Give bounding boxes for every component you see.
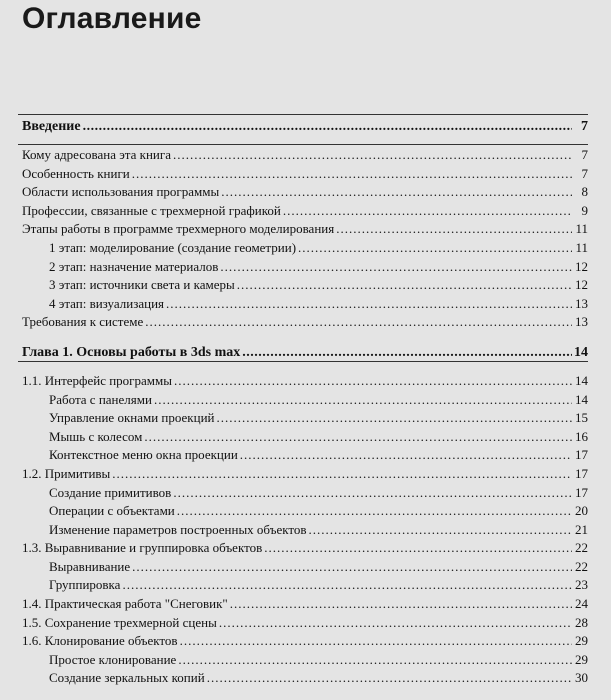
- dot-leader: [177, 502, 572, 520]
- toc-entry-row: [22, 165, 588, 184]
- toc-page-number: 14: [575, 391, 588, 407]
- toc-page-number: 29: [575, 651, 588, 667]
- toc-entry-row: [22, 146, 588, 165]
- dot-leader: [242, 342, 572, 360]
- toc-page-number: 17: [575, 447, 588, 463]
- toc-page-number: 12: [575, 277, 588, 293]
- dot-leader: [298, 239, 572, 257]
- toc-page-number: 7: [581, 165, 588, 181]
- toc-entry-label: Мышь с колесом: [49, 428, 143, 444]
- toc-entry-label: 1.6. Клонирование объектов: [22, 633, 178, 649]
- toc-entry-row: [22, 632, 588, 651]
- toc-entry-row: [22, 595, 588, 614]
- toc-entry-label: 1.5. Сохранение трехмерной сцены: [22, 614, 217, 630]
- toc-page-number: 13: [575, 314, 588, 330]
- dot-leader: [207, 669, 572, 687]
- dot-leader: [112, 465, 572, 483]
- toc-entry-row: [22, 669, 588, 688]
- toc-entry-row: [22, 502, 588, 521]
- dot-leader: [264, 539, 572, 557]
- toc-entry-row: [22, 465, 588, 484]
- dot-leader: [219, 614, 572, 632]
- toc-entry-label: Операции с объектами: [49, 503, 175, 519]
- toc-page-number: 11: [575, 239, 588, 255]
- toc-entry-label: 2 этап: назначение материалов: [49, 258, 219, 274]
- toc-entry-label: Работа с панелями: [49, 391, 152, 407]
- toc-page-number: 8: [581, 184, 588, 200]
- toc-page-number: 9: [581, 202, 588, 218]
- dot-leader: [217, 409, 573, 427]
- dot-leader: [240, 446, 572, 464]
- toc-entry-label: Введение: [22, 119, 81, 134]
- toc-page-number: 14: [574, 344, 588, 360]
- page-title: Оглавление: [22, 2, 202, 35]
- toc-page-number: 20: [575, 503, 588, 519]
- toc-page-number: 7: [581, 119, 588, 134]
- dot-leader: [283, 202, 572, 220]
- toc-entry-row: [22, 409, 588, 428]
- toc-entry-label: 4 этап: визуализация: [49, 295, 165, 311]
- toc-entry-row: [22, 651, 588, 670]
- toc-entry-label: Изменение параметров построенных объектов: [49, 521, 307, 537]
- toc-entry-label: Создание зеркальных копий: [49, 670, 205, 686]
- dot-leader: [132, 558, 572, 576]
- toc-page-number: 17: [575, 465, 588, 481]
- divider: [18, 114, 588, 115]
- toc-entry-label: Профессии, связанные с трехмерной графикой: [22, 202, 281, 218]
- toc-entry-label: Создание примитивов: [49, 484, 172, 500]
- toc-entry-label: Простое клонирование: [49, 651, 177, 667]
- toc-entry-label: Управление окнами проекций: [49, 410, 215, 426]
- toc-page-number: 14: [575, 372, 588, 388]
- dot-leader: [309, 521, 572, 539]
- dot-leader: [144, 428, 572, 446]
- toc-entry-row: [22, 183, 588, 202]
- toc-entry-row: [22, 239, 588, 258]
- toc-entry-row: [22, 576, 588, 595]
- toc-entry-label: Выравнивание: [49, 558, 131, 574]
- toc-entry-row: [22, 295, 588, 314]
- toc-entry-row: [22, 428, 588, 447]
- dot-leader: [166, 295, 572, 313]
- toc-entry-row: [22, 391, 588, 410]
- toc-page-number: 7: [581, 147, 588, 162]
- toc-page-number: 22: [575, 558, 588, 574]
- toc-page-number: 16: [575, 428, 588, 444]
- dot-leader: [180, 632, 572, 650]
- toc-entry-label: 1.2. Примитивы: [22, 465, 111, 481]
- dot-leader: [220, 258, 572, 276]
- dot-leader: [132, 165, 572, 183]
- toc-chapter-row: [22, 116, 588, 138]
- toc-page-number: 13: [575, 295, 588, 311]
- toc-entry-label: Особенность книги: [22, 165, 130, 181]
- toc-entry-row: [22, 276, 588, 295]
- toc-entry-row: [22, 539, 588, 558]
- dot-leader: [122, 576, 572, 594]
- toc-entry-label: 3 этап: источники света и камеры: [49, 277, 235, 293]
- toc-entry-label: Контекстное меню окна проекции: [49, 447, 238, 463]
- toc-entry-row: [22, 614, 588, 633]
- toc-entry-row: [22, 521, 588, 540]
- dot-leader: [173, 484, 572, 502]
- toc-page-number: 17: [575, 484, 588, 500]
- toc-entry-label: Этапы работы в программе трехмерного моделирования: [22, 221, 335, 237]
- toc-entry-label: 1.3. Выравнивание и группировка объектов: [22, 540, 263, 556]
- toc-entry-row: [22, 258, 588, 277]
- dot-leader: [154, 391, 572, 409]
- dot-leader: [83, 116, 572, 134]
- toc-page-number: 12: [575, 258, 588, 274]
- toc-page-number: 28: [575, 614, 588, 630]
- toc-entry-label: 1.4. Практическая работа "Снеговик": [22, 596, 228, 612]
- toc-entry-label: Требования к системе: [22, 314, 144, 330]
- toc-entry-label: Области использования программы: [22, 184, 220, 200]
- toc-chapter-row: [22, 342, 588, 364]
- toc-entry-label: Группировка: [49, 577, 121, 593]
- toc-entry-label: Кому адресована эта книга: [22, 147, 171, 162]
- toc-page-number: 15: [575, 410, 588, 426]
- toc-entry-row: [22, 313, 588, 332]
- toc-entry-row: [22, 372, 588, 391]
- toc-entry-row: [22, 202, 588, 221]
- table-of-contents: [22, 116, 588, 688]
- toc-entry-row: [22, 484, 588, 503]
- toc-entry-label: 1 этап: моделирование (создание геометрии): [49, 239, 297, 255]
- dot-leader: [173, 146, 572, 164]
- toc-page-number: 22: [575, 540, 588, 556]
- toc-entry-row: [22, 558, 588, 577]
- toc-page-number: 23: [575, 577, 588, 593]
- dot-leader: [221, 183, 572, 201]
- toc-entry-row: [22, 220, 588, 239]
- toc-page-number: 11: [575, 221, 588, 237]
- dot-leader: [145, 313, 572, 331]
- toc-entry-row: [22, 446, 588, 465]
- dot-leader: [230, 595, 572, 613]
- dot-leader: [237, 276, 572, 294]
- toc-page-number: 29: [575, 633, 588, 649]
- toc-page-number: 21: [575, 521, 588, 537]
- toc-page-number: 24: [575, 596, 588, 612]
- toc-entry-label: 1.1. Интерфейс программы: [22, 372, 172, 388]
- toc-page-number: 30: [575, 670, 588, 686]
- dot-leader: [174, 372, 572, 390]
- toc-entry-label: Глава 1. Основы работы в 3ds max: [22, 344, 241, 360]
- dot-leader: [336, 220, 572, 238]
- dot-leader: [178, 651, 572, 669]
